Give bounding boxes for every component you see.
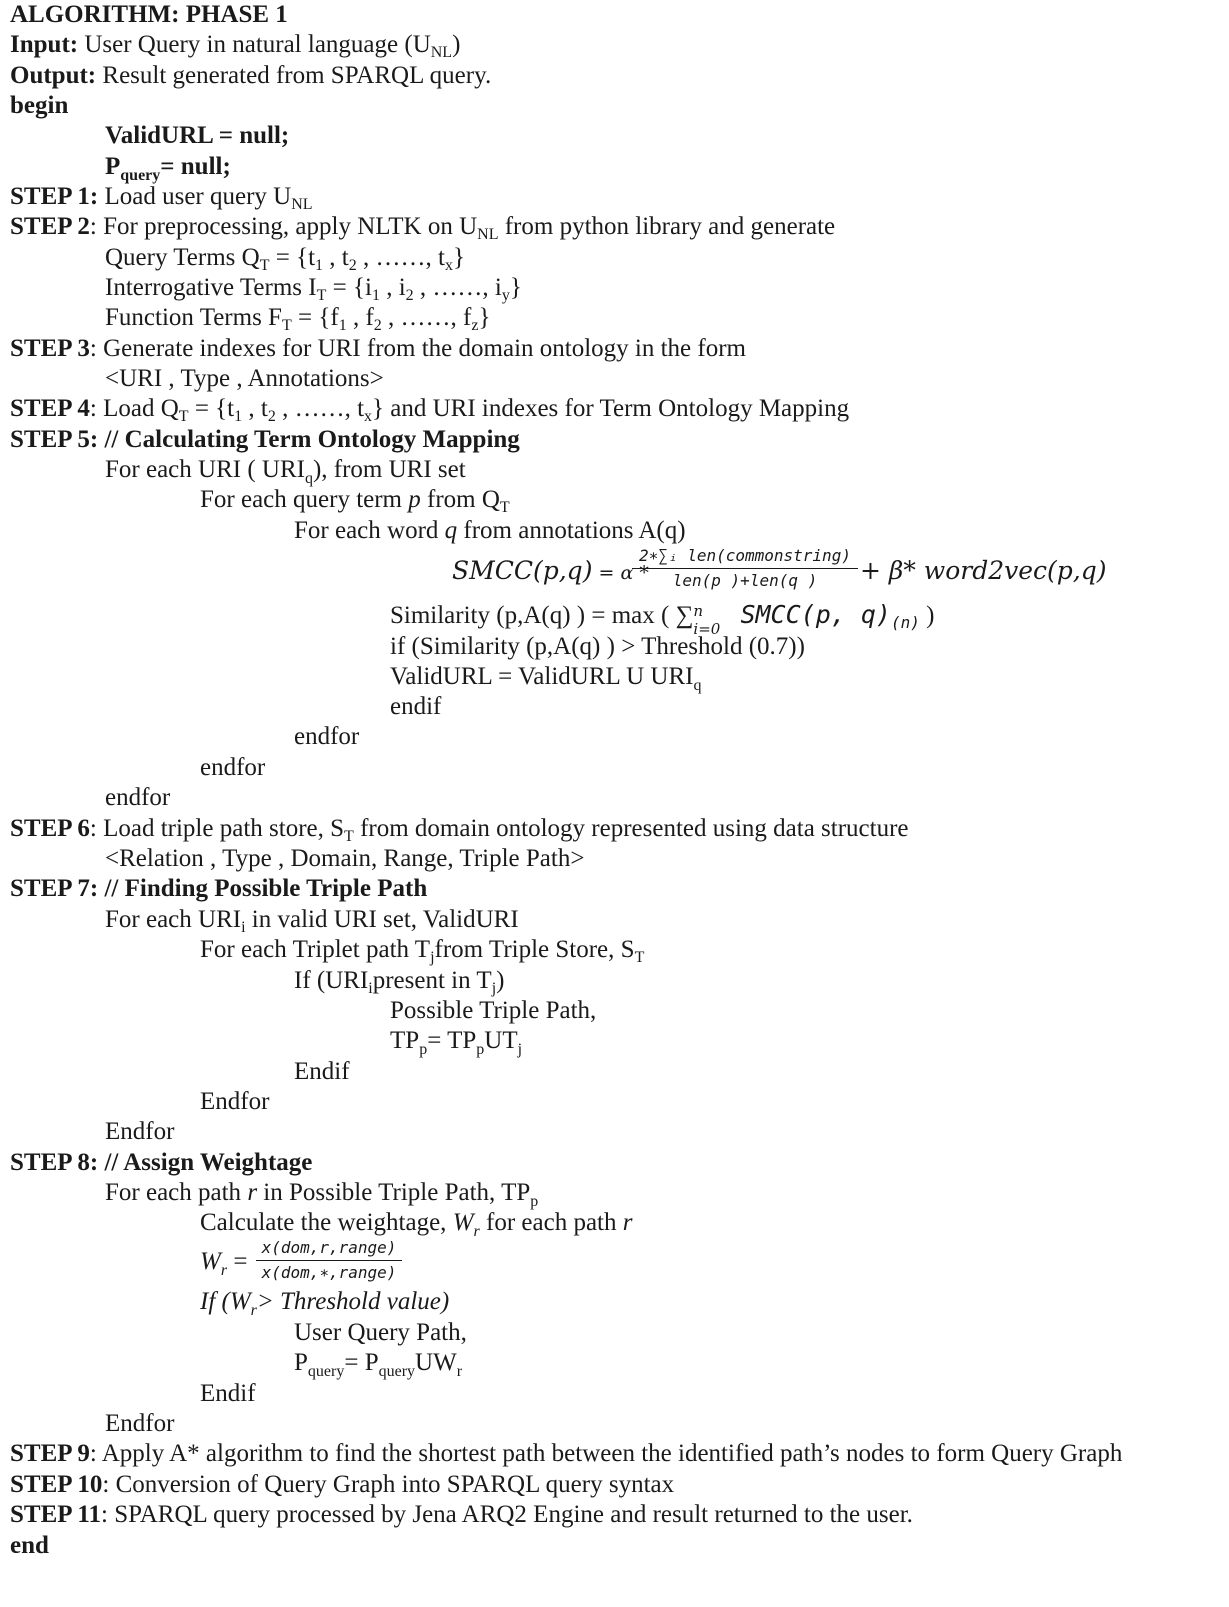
tp-update: $TP_p= TP_pUT_j$ <box>390 1027 523 1058</box>
function-terms-line: Function Terms $F_T = \{f_1$ , $f_2$ , ……, $f_z$} <box>105 304 491 334</box>
calculate-weightage: Calculate the weightage, $W_r$ for each path r <box>200 1209 633 1240</box>
similarity-line: Similarity (p,A(q) ) = max ( ∑ n i=0 SMCC(p, $q)_{(n)}$ ) <box>390 600 935 638</box>
smcc-formula-rhs: + β* word2vec(p,q) <box>860 556 1107 585</box>
triple-store-format: <Relation , Type , Domain, Range, Triple Path> <box>105 845 585 872</box>
weight-numerator: x(dom,r,range) <box>261 1238 397 1257</box>
step-6: STEP 6: Load triple path store, $S_T$ from domain ontology represented using data structure <box>10 815 909 845</box>
end-keyword: end <box>10 1532 49 1559</box>
step-2: STEP 2: For preprocessing, apply NLTK on $U_{NL}$ from python library and generate <box>10 213 836 243</box>
for-each-valid-uri: For each $URI_i$ in valid URI set, ValidURI <box>105 906 519 936</box>
for-each-uri: For each URI ( $URI_q$), from URI set <box>105 456 466 487</box>
possible-triple-path-label: Possible Triple Path, <box>390 997 597 1024</box>
step-10: STEP 10: Conversion of Query Graph into SPARQL query syntax <box>10 1471 675 1498</box>
endfor-path: Endfor <box>105 1410 175 1437</box>
smcc-formula-lhs: SMCC(p,q) = α * <box>452 556 649 585</box>
if-weight-threshold: If ($W_r>$ Threshold value) <box>200 1288 450 1319</box>
for-each-word: For each word q from annotations A(q) <box>294 517 686 544</box>
weight-formula-lhs: $W_r$ = <box>200 1248 248 1279</box>
step-5: STEP 5: // Calculating Term Ontology Mapping <box>10 426 520 453</box>
pquery-update: $P_{query}= P_{query}UW_r$ <box>294 1349 463 1380</box>
step-7: STEP 7: // Finding Possible Triple Path <box>10 875 428 902</box>
smcc-numerator: 2∗∑ᵢ len(commonstring) <box>639 546 851 565</box>
smcc-denominator: len(p )+len(q ) <box>672 571 818 590</box>
step-3: STEP 3: Generate indexes for URI from the domain ontology in the form <box>10 335 746 362</box>
endfor-triplet: Endfor <box>200 1088 270 1115</box>
algorithm-title: ALGORITHM: PHASE 1 <box>10 1 288 28</box>
endfor-uri: endfor <box>105 784 171 811</box>
init-pquery: $P_{query}=$ null; <box>105 153 231 184</box>
endif-step7: Endif <box>294 1058 350 1085</box>
uri-index-format: <URI , Type , Annotations> <box>105 365 384 392</box>
for-each-path: For each path r in Possible Triple Path, $TP_p$ <box>105 1179 539 1210</box>
step-8: STEP 8: // Assign Weightage <box>10 1149 313 1176</box>
for-each-triplet-path: For each Triplet path $T_jfrom$ Triple Store, $S_T$ <box>200 936 645 966</box>
endif-step8: Endif <box>200 1380 256 1407</box>
endif-inner: endif <box>390 693 442 720</box>
fraction-bar <box>632 568 858 569</box>
smcc-fraction <box>632 546 858 591</box>
fraction-bar <box>256 1260 402 1261</box>
output-line: Output: Result generated from SPARQL query. <box>10 62 492 89</box>
endfor-word: endfor <box>294 723 360 750</box>
step-4: STEP 4: Load $Q_T = \{t_1$ , $t_2$ , ……, $t_x$} and URI indexes for Term Ontology Mapping <box>10 395 850 425</box>
query-terms-line: Query Terms $Q_T = \{t_1$ , $t_2$ , ……, $t_x$} <box>105 244 465 274</box>
step-1: STEP 1: Load user query $U_{NL}$ <box>10 183 313 213</box>
endfor-term: endfor <box>200 754 266 781</box>
for-each-query-term: For each query term p from $Q_T$ <box>200 486 510 516</box>
user-query-path-label: User Query Path, <box>294 1319 467 1346</box>
interrogative-terms-line: Interrogative Terms $I_T = \{i_1$ , $i_2$ , ……, $i_y$} <box>105 274 522 304</box>
weight-denominator: x(dom,∗,range) <box>261 1263 397 1282</box>
if-similarity: if (Similarity (p,A(q) ) > Threshold (0.7)) <box>390 633 805 660</box>
step-11: STEP 11: SPARQL query processed by Jena ARQ2 Engine and result returned to the user. <box>10 1501 913 1528</box>
begin-keyword: begin <box>10 92 69 119</box>
if-uri-present: If ($URI_ipresent$ in $T_j$) <box>294 967 505 997</box>
init-validurl: ValidURL = null; <box>105 122 290 149</box>
endfor-valid-uri: Endfor <box>105 1118 175 1145</box>
step-9: STEP 9: Apply A* algorithm to find the shortest path between the identified path’s nodes to form Query Graph <box>10 1440 1123 1467</box>
weight-fraction <box>256 1238 402 1283</box>
validurl-update: ValidURL = ValidURL U $URI_q$ <box>390 663 702 694</box>
input-line: Input: User Query in natural language $(U_{NL})$ <box>10 31 461 61</box>
